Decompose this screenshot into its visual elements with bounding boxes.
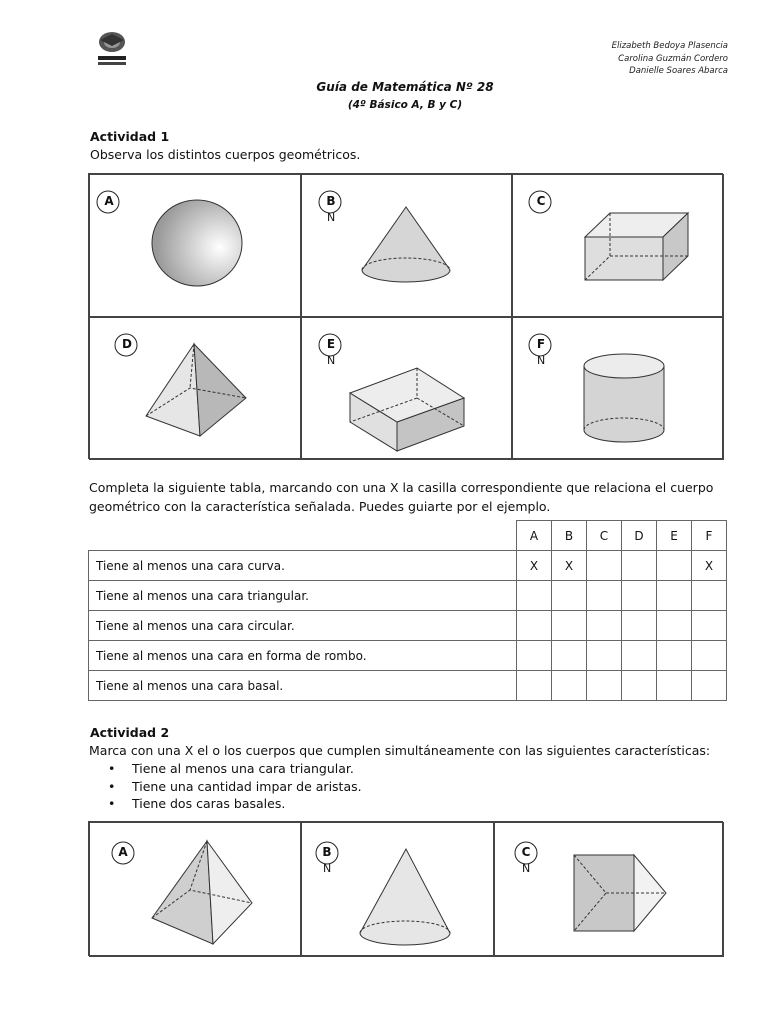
table-instruction-line: Completa la siguiente tabla, marcando con una X la casilla correspondiente que relaciona el cuerpo [89, 480, 714, 495]
table-row [89, 641, 727, 671]
mark-cell[interactable] [657, 671, 692, 701]
criterion-cell: Tiene al menos una cara basal. [89, 671, 517, 701]
page-title: Guía de Matemática Nº 28 [316, 80, 494, 94]
table-corner [89, 521, 517, 551]
table-instruction [89, 478, 713, 516]
mark-cell[interactable] [552, 641, 587, 671]
shape-cell-c[interactable] [512, 174, 724, 317]
authors-block [612, 40, 728, 78]
criterion-cell: Tiene al menos una cara circular. [89, 611, 517, 641]
bullet-text: Tiene una cantidad impar de aristas. [132, 778, 362, 794]
shape-label-f: F [536, 337, 546, 351]
mark-cell[interactable] [692, 581, 727, 611]
mark-cell[interactable] [517, 611, 552, 641]
mark-cell[interactable] [552, 611, 587, 641]
mark-cell[interactable] [622, 581, 657, 611]
square-pyramid-icon [90, 823, 302, 958]
mark-cell[interactable] [517, 641, 552, 671]
triangular-prism-icon [495, 823, 725, 958]
bullet-item: • Tiene una cantidad impar de aristas. [108, 778, 362, 794]
activity1-heading: Actividad 1 [90, 129, 170, 144]
shape-label-a: A [104, 194, 114, 208]
mark-cell[interactable] [587, 611, 622, 641]
stray-mark: N [522, 862, 531, 875]
shape-cell-b[interactable] [301, 822, 494, 957]
shape-label-c: C [521, 845, 531, 859]
shape-cell-f[interactable] [512, 317, 724, 460]
shapes-grid-activity2 [88, 821, 723, 956]
shape-cell-d[interactable] [89, 317, 301, 460]
column-header: A [517, 521, 552, 551]
stray-mark: N [537, 354, 546, 367]
mark-cell[interactable] [657, 581, 692, 611]
school-logo [94, 30, 130, 70]
column-header: E [657, 521, 692, 551]
table-row [89, 581, 727, 611]
table-instruction-line: geométrico con la característica señalada. Puedes guiarte por el ejemplo. [89, 499, 551, 514]
mark-cell[interactable]: X [692, 551, 727, 581]
criterion-cell: Tiene al menos una cara curva. [89, 551, 517, 581]
activity2-heading: Actividad 2 [90, 725, 170, 740]
mark-cell[interactable] [587, 551, 622, 581]
page-subtitle: (4º Básico A, B y C) [347, 99, 463, 111]
mark-cell[interactable] [657, 551, 692, 581]
bullet-item: • Tiene dos caras basales. [108, 796, 286, 811]
table-header-row [89, 521, 727, 551]
column-header: F [692, 521, 727, 551]
mark-cell[interactable] [657, 641, 692, 671]
bullet-text: Tiene dos caras basales. [132, 796, 286, 811]
table-row [89, 611, 727, 641]
criterion-cell: Tiene al menos una cara en forma de rombo. [89, 641, 517, 671]
cone-icon [302, 823, 495, 958]
shapes-grid-activity1 [88, 173, 723, 459]
mark-cell[interactable] [692, 641, 727, 671]
mark-cell[interactable] [692, 611, 727, 641]
characteristics-table [88, 520, 727, 701]
shape-label-b: B [326, 194, 336, 208]
column-header: B [552, 521, 587, 551]
activity2-instruction: Marca con una X el o los cuerpos que cumplen simultáneamente con las siguientes características: [89, 743, 711, 758]
mark-cell[interactable] [517, 671, 552, 701]
activity2-bullet-list [108, 760, 362, 813]
bullet-text: Tiene al menos una cara triangular. [132, 761, 354, 776]
mark-cell[interactable] [657, 611, 692, 641]
stray-mark: N [327, 354, 336, 367]
shape-label-d: D [122, 337, 132, 351]
shape-cell-a[interactable] [89, 174, 301, 317]
shape-label-c: C [536, 194, 546, 208]
criterion-cell: Tiene al menos una cara triangular. [89, 581, 517, 611]
mark-cell[interactable] [622, 611, 657, 641]
shape-cell-b[interactable] [301, 174, 512, 317]
shape-cell-e[interactable] [301, 317, 512, 460]
mark-cell[interactable] [622, 551, 657, 581]
mark-cell[interactable] [552, 581, 587, 611]
mark-cell[interactable] [587, 671, 622, 701]
column-header: D [622, 521, 657, 551]
author-name: Danielle Soares Abarca [629, 66, 728, 76]
mark-cell[interactable] [552, 671, 587, 701]
mark-cell[interactable] [622, 671, 657, 701]
stray-mark: N [323, 862, 332, 875]
mark-cell[interactable] [587, 641, 622, 671]
shape-cell-c[interactable] [494, 822, 724, 957]
mark-cell[interactable]: X [517, 551, 552, 581]
mark-cell[interactable] [692, 671, 727, 701]
shape-cell-a[interactable] [89, 822, 301, 957]
mark-cell[interactable] [587, 581, 622, 611]
shape-label-a: A [118, 845, 128, 859]
column-header: C [587, 521, 622, 551]
mark-cell[interactable]: X [552, 551, 587, 581]
activity1-instruction: Observa los distintos cuerpos geométricos. [90, 147, 361, 162]
shape-label-b: B [322, 845, 332, 859]
author-name: Carolina Guzmán Cordero [618, 53, 728, 64]
table-row [89, 671, 727, 701]
stray-mark: N [327, 211, 336, 224]
sphere-icon [90, 175, 302, 318]
eagle-logo-icon [94, 30, 130, 70]
mark-cell[interactable] [622, 641, 657, 671]
table-row [89, 551, 727, 581]
shape-label-e: E [326, 337, 336, 351]
bullet-item: • Tiene al menos una cara triangular. [108, 761, 354, 776]
mark-cell[interactable] [517, 581, 552, 611]
author-name: Elizabeth Bedoya Plasencia [611, 41, 728, 51]
